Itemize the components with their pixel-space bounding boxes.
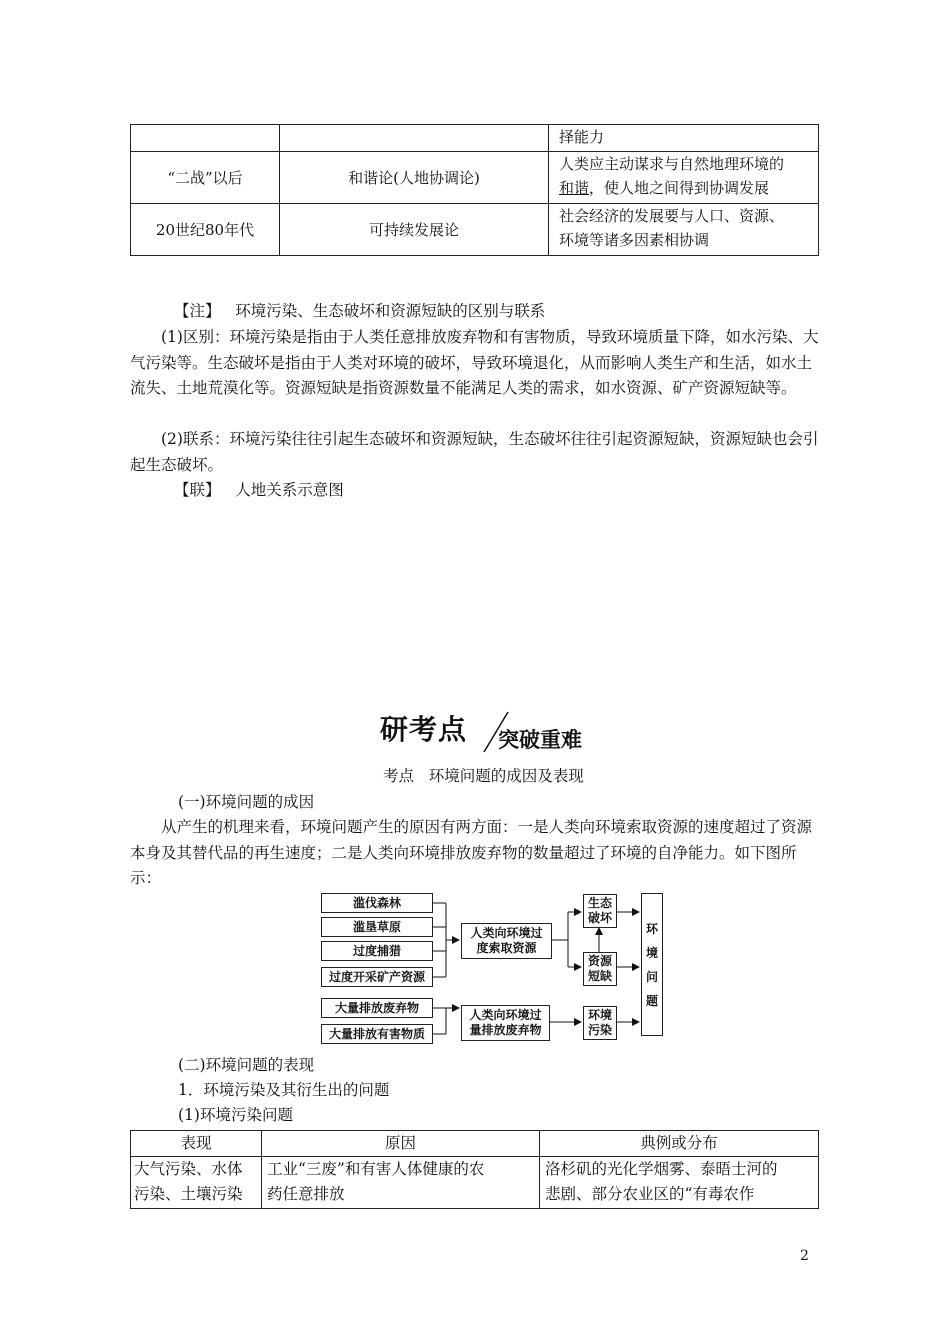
cell-text: 择能力 xyxy=(559,128,605,146)
diagram-box-source: 过度捕猎 xyxy=(321,941,433,961)
note-title xyxy=(130,299,820,325)
link-heading: 人地关系示意图 xyxy=(235,481,344,499)
desc-line: 人类应主动谋求与自然地理环境的 xyxy=(559,155,785,173)
section-header-sub: 突破重难 xyxy=(498,728,582,752)
note-paragraph-1: (1)区别：环境污染是指由于人类任意排放废弃物和有害物质，导致环境质量下降，如水污染、大气污染等。生态破坏是指由于人类对环境的破坏，导致环境退化，从而影响人类生产和生活，如水土流失、土地荒漠化等。资源短缺是指资源数量不能满足人类的需求，如水资源、矿产资源短缺等。 xyxy=(130,328,819,397)
page-number: 2 xyxy=(800,1248,809,1264)
diagram-box-pol: 环境污染 xyxy=(583,1006,617,1040)
diagram-box-mid2: 人类向环境过量排放废弃物 xyxy=(461,1005,550,1041)
cause-diagram xyxy=(318,890,664,1050)
table-row xyxy=(131,152,819,204)
diagram-box-source: 滥伐森林 xyxy=(321,893,433,913)
cell-line: 大气污染、水体 xyxy=(134,1160,243,1178)
top-table xyxy=(130,124,819,256)
section-header-main: 研考点 xyxy=(380,713,468,746)
diagram-box-res: 资源短缺 xyxy=(583,952,617,986)
table-cell xyxy=(280,125,549,152)
link-title xyxy=(130,478,820,504)
theory-cell: 和谐论(人地协调论) xyxy=(280,152,549,204)
note-heading: 环境污染、生态破坏和资源短缺的区别与联系 xyxy=(235,302,546,320)
table-cell xyxy=(262,1157,540,1209)
table-row xyxy=(131,1157,819,1209)
expression-sub2: (1)环境污染问题 xyxy=(178,1106,293,1124)
period-cell: “二战”以后 xyxy=(131,152,280,204)
cell-line: 悲剧、部分农业区的“有毒农作 xyxy=(545,1185,755,1203)
desc-line: 环境等诸多因素相协调 xyxy=(559,231,710,249)
section-header xyxy=(380,706,610,756)
diagram-box-final: 环境问题 xyxy=(641,893,663,1036)
expression-sub1: 1．环境污染及其衍生出的问题 xyxy=(178,1081,390,1099)
desc-line xyxy=(559,176,818,200)
table-cell xyxy=(540,1157,819,1209)
diagram-box-mid1: 人类向环境过度索取资源 xyxy=(461,923,552,959)
table-cell xyxy=(549,125,819,152)
diagram-box-source: 滥垦草原 xyxy=(321,917,433,937)
cause-paragraph: 从产生的机理来看，环境问题产生的原因有两方面：一是人类向环境索取资源的速度超过了资源本身及其替代品的再生速度；二是人类向环境排放废弃物的数量超过了环境的自净能力。如下图所示： xyxy=(130,818,813,887)
desc-cell xyxy=(549,204,819,256)
period-cell: 20世纪80年代 xyxy=(131,204,280,256)
desc-line: 社会经济的发展要与人口、资源、 xyxy=(559,207,785,225)
cell-line: 工业“三废”和有害人体健康的农 xyxy=(267,1160,485,1178)
note-paragraph-2: (2)联系：环境污染往往引起生态破坏和资源短缺，生态破坏往往引起资源短缺，资源短缺也会引起生态破坏。 xyxy=(130,430,819,474)
diagram-box-emission: 大量排放有害物质 xyxy=(321,1024,433,1044)
table-header-row xyxy=(131,1131,819,1157)
diagram-box-emission: 大量排放废弃物 xyxy=(321,998,433,1018)
kaodian-label: 考点 xyxy=(383,767,415,785)
cause-heading: (一)环境问题的成因 xyxy=(178,793,315,811)
kaodian-text: 环境问题的成因及表现 xyxy=(428,767,584,785)
table-cell xyxy=(131,125,280,152)
note-tag: 【注】 xyxy=(174,302,221,320)
desc-underlined: 和谐 xyxy=(559,179,590,197)
table-row xyxy=(131,204,819,256)
diagram-box-source: 过度开采矿产资源 xyxy=(321,967,433,987)
pollution-table xyxy=(130,1130,819,1209)
header-cell: 典例或分布 xyxy=(540,1131,819,1157)
header-cell: 原因 xyxy=(262,1131,540,1157)
desc-cell xyxy=(549,152,819,204)
cell-line: 污染、土壤污染 xyxy=(134,1185,243,1203)
diagram-box-eco: 生态破坏 xyxy=(583,894,617,928)
cell-line: 药任意排放 xyxy=(267,1185,345,1203)
desc-text: ，使人地之间得到协调发展 xyxy=(589,179,770,197)
link-tag: 【联】 xyxy=(174,481,221,499)
header-cell: 表现 xyxy=(131,1131,262,1157)
theory-cell: 可持续发展论 xyxy=(280,204,549,256)
kaodian-title xyxy=(383,764,584,786)
expression-heading: (二)环境问题的表现 xyxy=(178,1056,315,1074)
table-cell xyxy=(131,1157,262,1209)
cell-line: 洛杉矶的光化学烟雾、泰晤士河的 xyxy=(545,1160,778,1178)
